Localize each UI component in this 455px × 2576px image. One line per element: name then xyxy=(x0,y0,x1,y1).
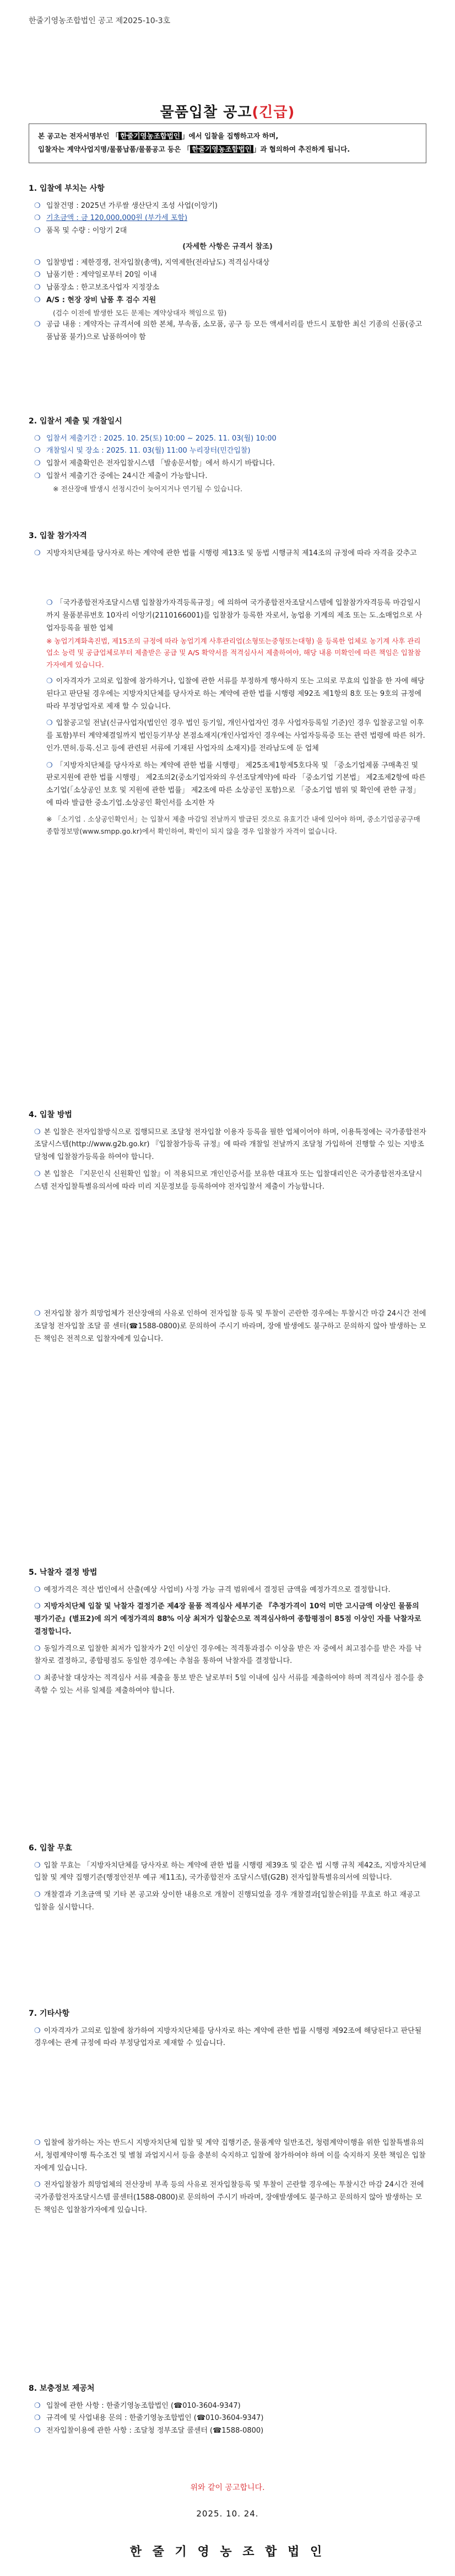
section-heading: 4. 입찰 방법 xyxy=(29,1110,72,1119)
list-item: ❍ 입찰서 제출기간 : 2025. 10. 25(토) 10:00 ~ 2025. 11. 03(월) 10:00 xyxy=(34,434,277,443)
list-item: ❍ 납품장소 : 한고보조사업자 지정장소 xyxy=(34,283,160,292)
section-heading: 7. 기타사항 xyxy=(29,2009,70,2018)
list-item: ❍ 개찰일시 및 장소 : 2025. 11. 03(월) 11:00 누리장터(민간입찰) xyxy=(34,447,251,455)
paragraph: ❍ 예정가격은 적산 법인에서 산출(예상 사업비) 사정 가능 규격 범위에서 결정된 금액을 예정가격으로 결정합니다. xyxy=(34,1585,391,1594)
paragraph: ❍ 지방자치단체 입찰 및 낙찰자 결정기준 제4장 물품 적격심사 세부기준 『추정가격이 10억 미만 고시금액 이상인 물품의 평가기준』(별표2)에 의거 예정가격의 88% 이상 최저가 입찰순으로 적격심사하여 종합평점이 85점 이상인 자를 낙찰자로 결정합니다. xyxy=(34,1602,421,1636)
section-5 xyxy=(29,1566,426,1698)
list-item: ❍ 규격에 및 사업내용 문의 : 한줄기영농조합법인 (☎010-3604-9347) xyxy=(34,2414,264,2423)
intro-line-1: 본 공고는 전자서명부인 「 한줄기영농조합법인 」에서 입찰을 집행하고자 하며, xyxy=(38,132,279,140)
section-2 xyxy=(29,415,426,495)
paragraph: ❍ 개찰결과 기초금액 및 기타 본 공고와 상이한 내용으로 개찰이 진행되었을 경우 개찰결과[입찰순위]를 무효로 하고 재공고 입찰을 실시합니다. xyxy=(34,1891,420,1912)
paragraph: ❍ 본 입찰은 『지문인식 신원확인 입찰』이 적용되므로 개인인증서를 보유한 대표자 또는 입찰대리인은 국가종합전자조달시스템 전자입찰특별유의서에 따라 미리 지문정보를 등록하여야 전자입찰서 제출이 가능합니다. xyxy=(34,1169,422,1191)
paragraph: ❍ 이자격자가 고의로 입찰에 참가하여 지방자치단체를 당사자로 하는 계약에 관한 법률 시행령 제92조에 해당된다고 판단될 경우에는 관계 규정에 따라 부정당업자로 제재할 수 있습니다. xyxy=(34,2026,422,2048)
section-4 xyxy=(29,1108,426,1346)
paragraph: ❍ 입찰 무효는 「지방자치단체를 당사자로 하는 계약에 관한 법률 시행령 제39조 및 같은 법 시행 규칙 제42조, 지방자치단체 입찰 및 계약 집행기준(행정안전부 예규 제11조), 국가종합전자 조달시스템(G2B) 전자입찰특별유의서에 의합니다. xyxy=(34,1861,426,1882)
intro-box xyxy=(29,124,426,163)
section-6 xyxy=(29,1842,426,1914)
issuer-signature: 한 줄 기 영 농 조 합 법 인 xyxy=(129,2545,326,2559)
section-heading: 5. 낙찰자 결정 방법 xyxy=(29,1568,98,1577)
notice-date: 2025. 10. 24. xyxy=(196,2509,259,2519)
section-1 xyxy=(29,182,426,344)
list-item: ❍ 입찰서 제출기간 중에는 24시간 제출이 가능합니다. xyxy=(34,471,208,480)
paragraph: ❍ 이자격자가 고의로 입찰에 참가하거나, 입찰에 관한 서류를 부정하게 행사하지 또는 고의로 무효의 입찰을 한 자에 해당된다고 판단될 경우에는 지방자치단체를 당사자로 하는 계약에 관한 법률 시행령 제92조 제1항의 8호 또는 9호의 규정에 따라 부정당업자로 제재 할 수 있습니다. xyxy=(46,677,425,711)
section-heading: 2. 입찰서 제출 및 개찰일시 xyxy=(29,417,122,426)
paragraph: ❍ 동일가격으로 입찰한 최저가 입찰자가 2인 이상인 경우에는 적격통과점수 이상을 받은 자 중에서 최고점수를 받은 자를 낙찰자로 결정하고, 종합평점도 동일한 경우에는 추첨을 통하여 낙찰자를 결정합니다. xyxy=(34,1644,422,1666)
list-item: ❍ 전자입찰이용에 관한 사항 : 조달청 정부조달 콜센터 (☎1588-0800) xyxy=(34,2427,264,2435)
section-heading: 1. 입찰에 부치는 사항 xyxy=(29,184,105,193)
notice-number: 한줄기영농조합법인 공고 제2025-10-3호 xyxy=(29,17,171,25)
paragraph: ❍ 입찰공고일 전날(신규사업자(법인인 경우 법인 등기일, 개인사업자인 경우 사업자등록일 기준)인 경우 입찰공고일 이후를 포함)부터 계약체결일까지 법인등기부상 본점소재지(개인사업자인 경우에는 사업자등록증 또는 관련 법령에 따른 허가․인가․면허․등록․신고 등에 관련된 서류에 기재된 사업자의 소재지)를 전라남도에 둔 업체 xyxy=(46,719,425,753)
list-item: ❍ 지방자치단체를 당사자로 하는 계약에 관한 법률 시행령 제13조 및 동법 시행규칙 제14조의 규정에 따라 자격을 갖추고 xyxy=(34,549,417,557)
paragraph: ❍ 입찰에 참가하는 자는 반드시 지방자치단체 입찰 및 계약 집행기준, 물품계약 일반조건, 청렴계약이행을 위한 입찰특별유의서, 청렴계약이행 특수조건 및 별첨 과업지시서 등을 충분히 숙지하고 입찰에 참가하여야 하며 이를 숙지하지 못한 책임은 입찰자에게 있습니다. xyxy=(34,2139,426,2172)
list-item: ❍ 입찰건명 : 2025년 가루쌀 생산단지 조성 사업(이앙기) xyxy=(34,201,218,210)
section-7 xyxy=(29,2007,426,2217)
closing-statement: 위와 같이 공고합니다. xyxy=(190,2483,265,2492)
section-heading: 6. 입찰 무효 xyxy=(29,1844,72,1853)
section-3 xyxy=(29,529,426,837)
list-item: ❍ 품목 및 수량 : 이앙기 2대 xyxy=(34,227,127,235)
list-item: ❍ 기초금액 : 금 120,000,000원 (부가세 포함) xyxy=(34,214,188,223)
section-heading: 3. 입찰 참가자격 xyxy=(29,532,87,540)
as-note: (검수 이전에 발생한 모든 문제는 계약상대자 책임으로 함) xyxy=(53,308,227,317)
title-main: 물품입찰 공고 xyxy=(160,104,252,121)
title-urgent: (긴급) xyxy=(252,104,295,121)
document-title xyxy=(0,100,455,126)
list-item: ❍ 입찰에 관한 사항 : 한줄기영농조합법인 (☎010-3604-9347) xyxy=(34,2401,241,2410)
org-name-highlight: 한줄기영농조합법인 xyxy=(118,132,182,140)
sec2-note: ※ 전산장애 발생시 선정시간이 늦어지거나 연기될 수 있습니다. xyxy=(53,484,243,493)
section-8 xyxy=(29,2382,426,2438)
paragraph: ❍ 「국가종합전자조달시스템 입찰참가자격등록규정」에 의하여 국가종합전자조달시스템에 입찰참가자격등록 마감일시까지 물품분류번호 10자리 이앙기(2110166001)를 입찰참가 등록한 자로서, 농업용 기계의 제조 또는 도․소매업으로 사업자등록을 필한 업체 xyxy=(46,599,422,632)
detail-title: (자세한 사항은 규격서 참조) xyxy=(182,242,273,251)
list-item: ❍ 입찰방법 : 제한경쟁, 전자입찰(총액), 지역제한(전라남도) 적격심사대상 xyxy=(34,258,270,267)
section-heading: 8. 보충정보 제공처 xyxy=(29,2384,95,2393)
list-item: ❍ 공급 내용 : 계약자는 규격서에 의한 본체, 부속품, 소모품, 공구 등 모든 액세서리를 반드시 포함한 최신 기종의 신품(중고품납품 불가)으로 납품하여야 함 xyxy=(34,320,422,342)
sme-note: ※ 「소기업 ․ 소상공인확인서」는 입찰서 제출 마감일 전날까지 발급된 것으로 유효기간 내에 있어야 하며, 중소기업공공구매 종합정보망(www.smpp.go.kr)에서 확인하여, 확인이 되지 않을 경우 입찰참가 자격이 없습니다. xyxy=(46,814,420,835)
paragraph: ❍ 본 입찰은 전자입찰방식으로 집행되므로 조달청 전자입찰 이용자 등록을 필한 업체이어야 하며, 이용특정에는 국가종합전자조달시스템(http://www.g2b.go.kr) 『입찰참가등록 규정』에 따라 개찰일 전날까지 조달청 가입하여 진행할 수 있는 지방조달청에 입찰참가등록을 하여야 합니다. xyxy=(34,1128,426,1161)
intro-line-2: 입찰자는 계약사업지명/물품납품/물품공고 등은 「 한줄기영농조합법인 」과 협의하여 추진하게 됩니다. xyxy=(38,144,350,153)
paragraph: ❍ 「지방자치단체를 당사자로 하는 계약에 관한 법률 시행령」 제25조제1항제5호다목 및 「중소기업제품 구매촉진 및 판로지원에 관한 법률 시행령」 제2조의2(중소기업자와의 우선조달계약)에 따라 「중소기업 기본법」 제2조제2항에 따른 소기업(「소상공인 보호 및 지원에 관한 법률」 제2조에 따른 소상공인 포함)으로 「중소기업 범위 및 확인에 관한 규정」에 따라 발급한 중소기업․소상공인 확인서를 소지한 자 xyxy=(46,761,426,807)
paragraph: ❍ 최종낙찰 대상자는 적격심사 서류 제출을 통보 받은 날로부터 5일 이내에 심사 서류를 제출하여야 하며 적격심사 점수를 충족할 수 있는 서류 일체를 제출하여야 합니다. xyxy=(34,1674,424,1695)
org-name-highlight-2: 한줄기영농조합법인 xyxy=(190,145,253,153)
paragraph: ❍ 전자입찰참가 희망업체의 전산장비 부족 등의 사유로 전자입찰등록 및 투찰이 곤란할 경우에는 투찰시간 마감 24시간 전에 국가종합전자조달시스템 콜센터(1588-0800)로 문의하여 주시기 바라며, 장애발생에도 불구하고 문의하지 않아 발생하는 모든 책임은 입찰참가자에게 있습니다. xyxy=(34,2181,424,2214)
paragraph: ❍ 전자입찰 참가 희망업체가 전산장애의 사유로 인하여 전자입찰 등록 및 투찰이 곤란한 경우에는 투찰시간 마감 24시간 전에 조달청 전자입찰 조달 콜 센터(☎1588-0800)로 문의하여 주시기 바라며, 장애 발생에도 불구하고 문의하지 않아 발생하는 모든 책임은 전적으로 입찰자에게 있습니다. xyxy=(34,1310,426,1343)
warning-note: ※ 농업기계화촉진법, 제15조의 규정에 따라 농업기계 사후관리업(소형또는중형또는대형) 을 등록한 업체로 농기계 사후 관리업소 능력 및 공급업체로부터 제출받은 공급 및 A/S 확약서를 적격심사서 제출하여야, 해당 내용 미확인에 따른 책임은 입찰참가자에게 있습니다. xyxy=(46,636,421,669)
list-item: ❍ 입찰서 제출확인은 전자입찰시스템 「발송문서함」에서 하시기 바랍니다. xyxy=(34,459,275,468)
list-item: ❍ A/S : 현장 장비 납품 후 검수 지원 xyxy=(34,296,156,304)
list-item: ❍ 납품기한 : 계약일로부터 20일 이내 xyxy=(34,271,157,280)
